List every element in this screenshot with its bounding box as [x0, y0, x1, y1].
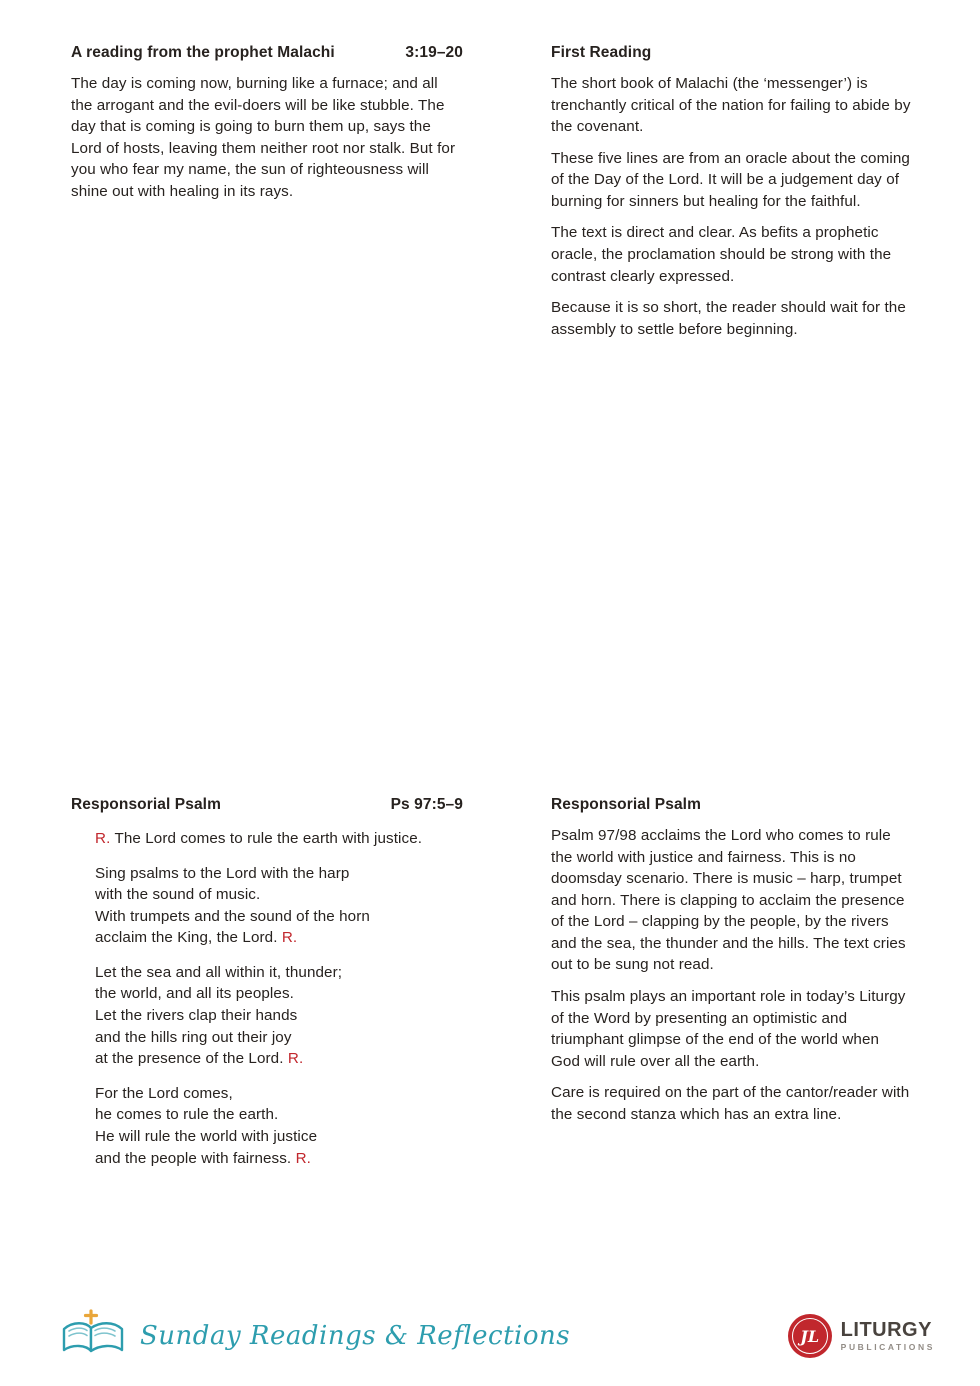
- psalm-text-column: [71, 796, 463, 1182]
- brand-title: Sunday Readings & Reflections: [140, 1321, 571, 1351]
- psalm-stanza: [95, 1083, 463, 1169]
- psalm-commentary: [551, 825, 911, 1126]
- open-book-cross-icon: [60, 1309, 126, 1364]
- psalm-reference: Ps 97:5–9: [390, 796, 463, 813]
- psalm-line: Sing psalms to the Lord with the harp: [95, 864, 350, 882]
- response-marker: R.: [287, 1050, 304, 1068]
- psalm-line: Let the rivers clap their hands: [95, 1007, 298, 1025]
- psalm-line: at the presence of the Lord. R.: [95, 1050, 304, 1068]
- paragraph: The text is direct and clear. As befits a prophetic oracle, the proclamation should be strong with the contrast clearly expressed.: [551, 224, 892, 285]
- paragraph: This psalm plays an important role in today’s Liturgy of the Word by presenting an optimistic and triumphant glimpse of the end of the world when God will rule over all the earth.: [551, 988, 906, 1070]
- psalm-response: [95, 828, 463, 850]
- publisher-monogram: JL: [800, 1326, 820, 1346]
- reading-title: A reading from the prophet Malachi: [71, 44, 335, 61]
- psalm-line: and the hills ring out their joy: [95, 1028, 292, 1046]
- psalm-line: For the Lord comes,: [95, 1084, 233, 1102]
- psalm-heading: [71, 796, 463, 814]
- psalm-line: and the people with fairness. R.: [95, 1149, 311, 1167]
- psalm-line: the world, and all its peoples.: [95, 985, 294, 1003]
- first-reading-commentary: [551, 73, 911, 340]
- psalm-commentary-column: [551, 796, 911, 1136]
- commentary-title: First Reading: [551, 44, 652, 61]
- publisher-logo-icon: [788, 1314, 832, 1358]
- publisher-subtitle: PUBLICATIONS: [840, 1342, 935, 1353]
- response-text: The Lord comes to rule the earth with justice.: [114, 830, 423, 847]
- psalm-line: With trumpets and the sound of the horn: [95, 907, 370, 925]
- response-marker: R.: [95, 830, 111, 847]
- psalm-title: Responsorial Psalm: [71, 796, 221, 813]
- first-reading-heading: [71, 44, 463, 62]
- publisher-name: LITURGY: [840, 1319, 932, 1342]
- paragraph: The short book of Malachi (the ‘messenger’) is trenchantly critical of the nation for failing to abide by the covenant.: [551, 75, 911, 136]
- footer-brand: [60, 1306, 570, 1366]
- psalm-commentary-title: Responsorial Psalm: [551, 796, 701, 813]
- first-reading-text-column: [71, 44, 463, 212]
- psalm-commentary-heading: [551, 796, 911, 814]
- paragraph: These five lines are from an oracle about the coming of the Day of the Lord. It will be a judgement day of burning for sinners but healing for the faithful.: [551, 149, 910, 210]
- psalm-line: Let the sea and all within it, thunder;: [95, 963, 343, 981]
- response-marker: R.: [295, 1149, 311, 1167]
- paragraph: Because it is so short, the reader should wait for the assembly to settle before beginning.: [551, 299, 906, 338]
- psalm-line: he comes to rule the earth.: [95, 1106, 279, 1124]
- psalm-line: with the sound of music.: [95, 886, 261, 904]
- psalm-stanzas: [71, 863, 463, 1170]
- psalm-stanza: [95, 863, 463, 949]
- psalm-line: acclaim the King, the Lord. R.: [95, 929, 298, 947]
- publisher-logo-text: [841, 1320, 935, 1352]
- first-reading-commentary-heading: [551, 44, 911, 62]
- psalm-stanza: [95, 962, 463, 1070]
- publisher-logo: [788, 1310, 935, 1362]
- paragraph: Care is required on the part of the cantor/reader with the second stanza which has an extra line.: [551, 1084, 910, 1123]
- paragraph: Psalm 97/98 acclaims the Lord who comes to rule the world with justice and fairness. This is no doomsday scenario. There is music – harp, trumpet and horn. There is clapping to acclaim the presence of the Lord – clapping by the people, by the rivers and the sea, the thunder and the hills. The text cries out to be sung not read.: [551, 827, 906, 974]
- psalm-line: He will rule the world with justice: [95, 1127, 318, 1145]
- reading-reference: 3:19–20: [405, 44, 463, 61]
- response-marker: R.: [281, 929, 298, 947]
- reading-body: The day is coming now, burning like a furnace; and all the arrogant and the evil-doers will be like stubble. The day that is coming is going to burn them up, says the Lord of hosts, leaving them neither root nor stalk. But for you who fear my name, the sun of righteousness will shine out with healing in its rays.: [71, 75, 456, 200]
- first-reading-commentary-column: [551, 44, 911, 350]
